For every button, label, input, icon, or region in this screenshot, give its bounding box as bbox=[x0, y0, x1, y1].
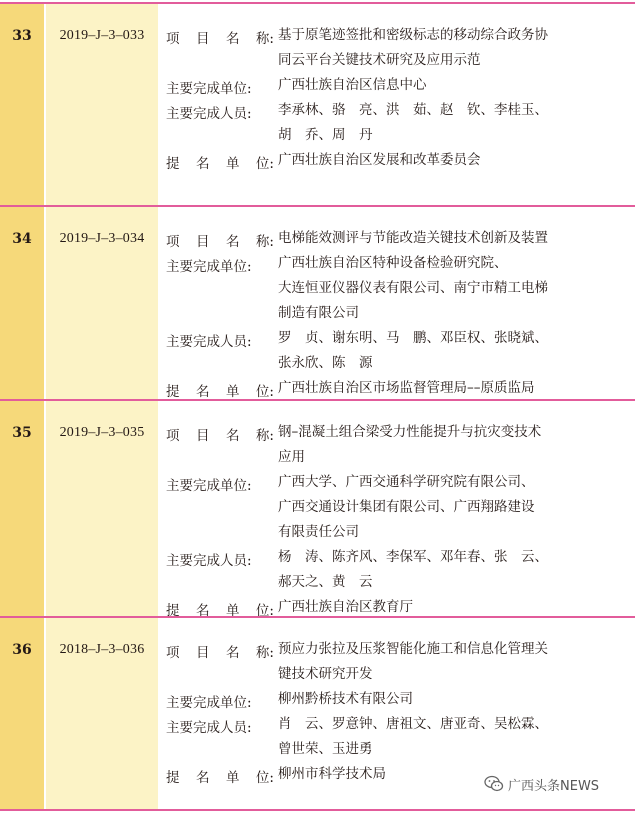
main-unit-line: 大连恒亚仪器仪表有限公司、南宁市精工电梯 bbox=[278, 280, 548, 296]
item-code: 2019–J–3–034 bbox=[59, 231, 145, 246]
project-name-line: 电梯能效测评与节能改造关键技术创新及装置 bbox=[278, 230, 548, 246]
project-name-label bbox=[166, 27, 274, 47]
label-char: 提 bbox=[166, 384, 180, 400]
label-char: 名 bbox=[225, 428, 240, 444]
label-char: 称: bbox=[255, 31, 274, 47]
main-people-value bbox=[278, 326, 618, 376]
project-name-value bbox=[278, 23, 618, 73]
wechat-icon bbox=[484, 775, 504, 793]
label-char: 名 bbox=[195, 384, 210, 400]
nominator-label bbox=[166, 380, 274, 400]
label-char: 项 bbox=[166, 428, 180, 444]
label-char: 称: bbox=[255, 645, 274, 661]
main-unit-line: 广西壮族自治区特种设备检验研究院、 bbox=[278, 255, 508, 271]
main-unit-value bbox=[278, 73, 618, 98]
main-people-value bbox=[278, 98, 618, 148]
main-people-line: 郝天之、黄 云 bbox=[278, 574, 373, 590]
label-char: 提 bbox=[166, 156, 180, 172]
nominator-line: 广西壮族自治区教育厅 bbox=[278, 599, 413, 615]
main-unit-value bbox=[278, 251, 618, 326]
label-char: 目 bbox=[195, 31, 210, 47]
label-char: 名 bbox=[225, 234, 240, 250]
main-people-line: 胡 乔、周 丹 bbox=[278, 127, 373, 143]
project-name-line: 基于原笔迹签批和密级标志的移动综合政务协 bbox=[278, 27, 548, 43]
nominator-line: 广西壮族自治区市场监督管理局––原质监局 bbox=[278, 380, 535, 396]
nominator-label bbox=[166, 766, 274, 786]
main-unit-line: 广西大学、广西交通科学研究院有限公司、 bbox=[278, 474, 535, 490]
item-code: 2019–J–3–033 bbox=[59, 28, 145, 43]
main-people-line: 曾世荣、玉进勇 bbox=[278, 741, 373, 757]
project-name-value bbox=[278, 226, 618, 251]
nominator-line: 柳州市科学技术局 bbox=[278, 766, 386, 782]
item-code: 2019–J–3–035 bbox=[59, 425, 145, 440]
item-number: 33 bbox=[12, 28, 32, 44]
item-code: 2018–J–3–036 bbox=[59, 642, 145, 657]
label-char: 名 bbox=[195, 156, 210, 172]
label-char: 目 bbox=[195, 645, 210, 661]
label-char: 目 bbox=[195, 234, 210, 250]
label-char: 单 bbox=[225, 603, 240, 619]
project-name-value bbox=[278, 637, 618, 687]
item-number: 36 bbox=[12, 642, 32, 658]
main-people-value bbox=[278, 545, 618, 595]
main-unit-line: 柳州黔桥技术有限公司 bbox=[278, 691, 413, 707]
main-unit-line: 广西壮族自治区信息中心 bbox=[278, 77, 427, 93]
label-char: 名 bbox=[195, 770, 210, 786]
project-name-line: 预应力张拉及压浆智能化施工和信息化管理关 bbox=[278, 641, 548, 657]
main-people-label: 主要完成人员: bbox=[166, 553, 252, 569]
main-unit-label: 主要完成单位: bbox=[166, 81, 252, 97]
label-char: 提 bbox=[166, 603, 180, 619]
main-people-label: 主要完成人员: bbox=[166, 720, 252, 736]
project-name-label bbox=[166, 230, 274, 250]
watermark-text: 广西头条NEWS bbox=[508, 778, 600, 794]
nominator-label bbox=[166, 152, 274, 172]
table-row bbox=[0, 205, 635, 399]
main-unit-line: 广西交通设计集团有限公司、广西翔路建设 bbox=[278, 499, 535, 515]
label-char: 名 bbox=[195, 603, 210, 619]
main-people-label: 主要完成人员: bbox=[166, 106, 252, 122]
main-unit-value bbox=[278, 687, 618, 712]
main-people-line: 肖 云、罗意钟、唐祖文、唐亚奇、吴松霖、 bbox=[278, 716, 548, 732]
main-people-line: 李承林、骆 亮、洪 茹、赵 钦、李桂玉、 bbox=[278, 102, 548, 118]
label-char: 位: bbox=[255, 770, 274, 786]
project-name-value bbox=[278, 420, 618, 470]
label-char: 位: bbox=[255, 384, 274, 400]
label-char: 位: bbox=[255, 156, 274, 172]
label-char: 名 bbox=[225, 645, 240, 661]
table-row bbox=[0, 399, 635, 619]
project-name-label bbox=[166, 424, 274, 444]
main-unit-value bbox=[278, 470, 618, 545]
project-name-line: 钢–混凝土组合梁受力性能提升与抗灾变技术 bbox=[278, 424, 542, 440]
label-char: 项 bbox=[166, 645, 180, 661]
label-char: 项 bbox=[166, 31, 180, 47]
main-people-label: 主要完成人员: bbox=[166, 334, 252, 350]
label-char: 称: bbox=[255, 234, 274, 250]
main-unit-label: 主要完成单位: bbox=[166, 695, 252, 711]
project-name-line: 同云平台关键技术研究及应用示范 bbox=[278, 52, 481, 68]
project-name-label bbox=[166, 641, 274, 661]
main-unit-label: 主要完成单位: bbox=[166, 259, 252, 275]
nominator-value bbox=[278, 148, 618, 173]
label-char: 提 bbox=[166, 770, 180, 786]
project-name-line: 应用 bbox=[278, 449, 305, 465]
label-char: 单 bbox=[225, 384, 240, 400]
label-char: 单 bbox=[225, 770, 240, 786]
main-unit-line: 有限责任公司 bbox=[278, 524, 359, 540]
table-row bbox=[0, 2, 635, 205]
watermark bbox=[484, 773, 599, 795]
main-people-line: 张永欣、陈 源 bbox=[278, 355, 373, 371]
main-unit-line: 制造有限公司 bbox=[278, 305, 359, 321]
label-char: 单 bbox=[225, 156, 240, 172]
nominator-line: 广西壮族自治区发展和改革委员会 bbox=[278, 152, 481, 168]
nominator-value bbox=[278, 376, 618, 401]
item-number: 34 bbox=[12, 231, 32, 247]
label-char: 名 bbox=[225, 31, 240, 47]
main-people-value bbox=[278, 712, 618, 762]
label-char: 称: bbox=[255, 428, 274, 444]
main-people-line: 杨 涛、陈齐风、李保军、邓年春、张 云、 bbox=[278, 549, 548, 565]
label-char: 位: bbox=[255, 603, 274, 619]
main-people-line: 罗 贞、谢东明、马 鹏、邓臣权、张晓斌、 bbox=[278, 330, 548, 346]
item-number: 35 bbox=[12, 425, 32, 441]
project-name-line: 键技术研究开发 bbox=[278, 666, 373, 682]
main-unit-label: 主要完成单位: bbox=[166, 478, 252, 494]
label-char: 目 bbox=[195, 428, 210, 444]
label-char: 项 bbox=[166, 234, 180, 250]
